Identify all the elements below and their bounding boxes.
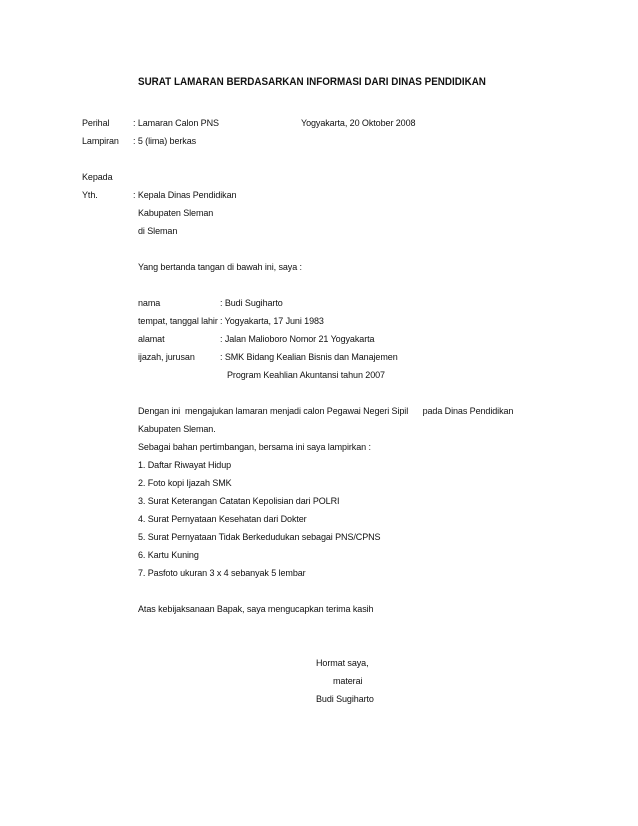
perihal-value: : Lamaran Calon PNS (133, 118, 219, 129)
field-ttl-label: tempat, tanggal lahir (138, 316, 218, 327)
attachment-item: 1. Daftar Riwayat Hidup (138, 460, 232, 471)
lampiran-value: : 5 (lima) berkas (133, 136, 197, 147)
field-alamat-label: alamat (138, 334, 165, 345)
letter-title: SURAT LAMARAN BERDASARKAN INFORMASI DARI DINAS PENDIDIKAN (138, 76, 486, 88)
perihal-label: Perihal (82, 118, 110, 129)
regards-text: Hormat saya, (316, 658, 369, 669)
attachment-item: 3. Surat Keterangan Catatan Kepolisian dari POLRI (138, 496, 340, 507)
lampiran-label: Lampiran (82, 136, 119, 147)
closing-text: Atas kebijaksanaan Bapak, saya mengucapkan terima kasih (138, 604, 374, 615)
signer-name: Budi Sugiharto (316, 694, 374, 705)
field-ijazah-label: ijazah, jurusan (138, 352, 195, 363)
attachment-item: 6. Kartu Kuning (138, 550, 199, 561)
attachment-item: 7. Pasfoto ukuran 3 x 4 sebanyak 5 lembar (138, 568, 306, 579)
recipient-line-2: Kabupaten Sleman (138, 208, 214, 219)
field-ttl-value: : Yogyakarta, 17 Juni 1983 (220, 316, 324, 327)
recipient-line-1: : Kepala Dinas Pendidikan (133, 190, 237, 201)
attachment-item: 5. Surat Pernyataan Tidak Berkedudukan sebagai PNS/CPNS (138, 532, 381, 543)
field-alamat-value: : Jalan Malioboro Nomor 21 Yogyakarta (220, 334, 375, 345)
intro-text: Yang bertanda tangan di bawah ini, saya : (138, 262, 302, 273)
attach-intro: Sebagai bahan pertimbangan, bersama ini saya lampirkan : (138, 442, 371, 453)
yth-label: Yth. (82, 190, 98, 201)
kepada-label: Kepada (82, 172, 113, 183)
field-nama-value: : Budi Sugiharto (220, 298, 283, 309)
body-line-1: Dengan ini mengajukan lamaran menjadi calon Pegawai Negeri Sipil pada Dinas Pendidikan (138, 406, 514, 417)
field-ijazah-value: : SMK Bidang Kealian Bisnis dan Manajemen (220, 352, 398, 363)
attachment-item: 2. Foto kopi Ijazah SMK (138, 478, 232, 489)
field-nama-label: nama (138, 298, 161, 309)
field-ijazah-value-2: Program Keahlian Akuntansi tahun 2007 (227, 370, 385, 381)
place-date: Yogyakarta, 20 Oktober 2008 (301, 118, 416, 129)
attachment-item: 4. Surat Pernyataan Kesehatan dari Dokter (138, 514, 307, 525)
recipient-line-3: di Sleman (138, 226, 178, 237)
materai-text: materai (333, 676, 363, 687)
body-line-2: Kabupaten Sleman. (138, 424, 216, 435)
